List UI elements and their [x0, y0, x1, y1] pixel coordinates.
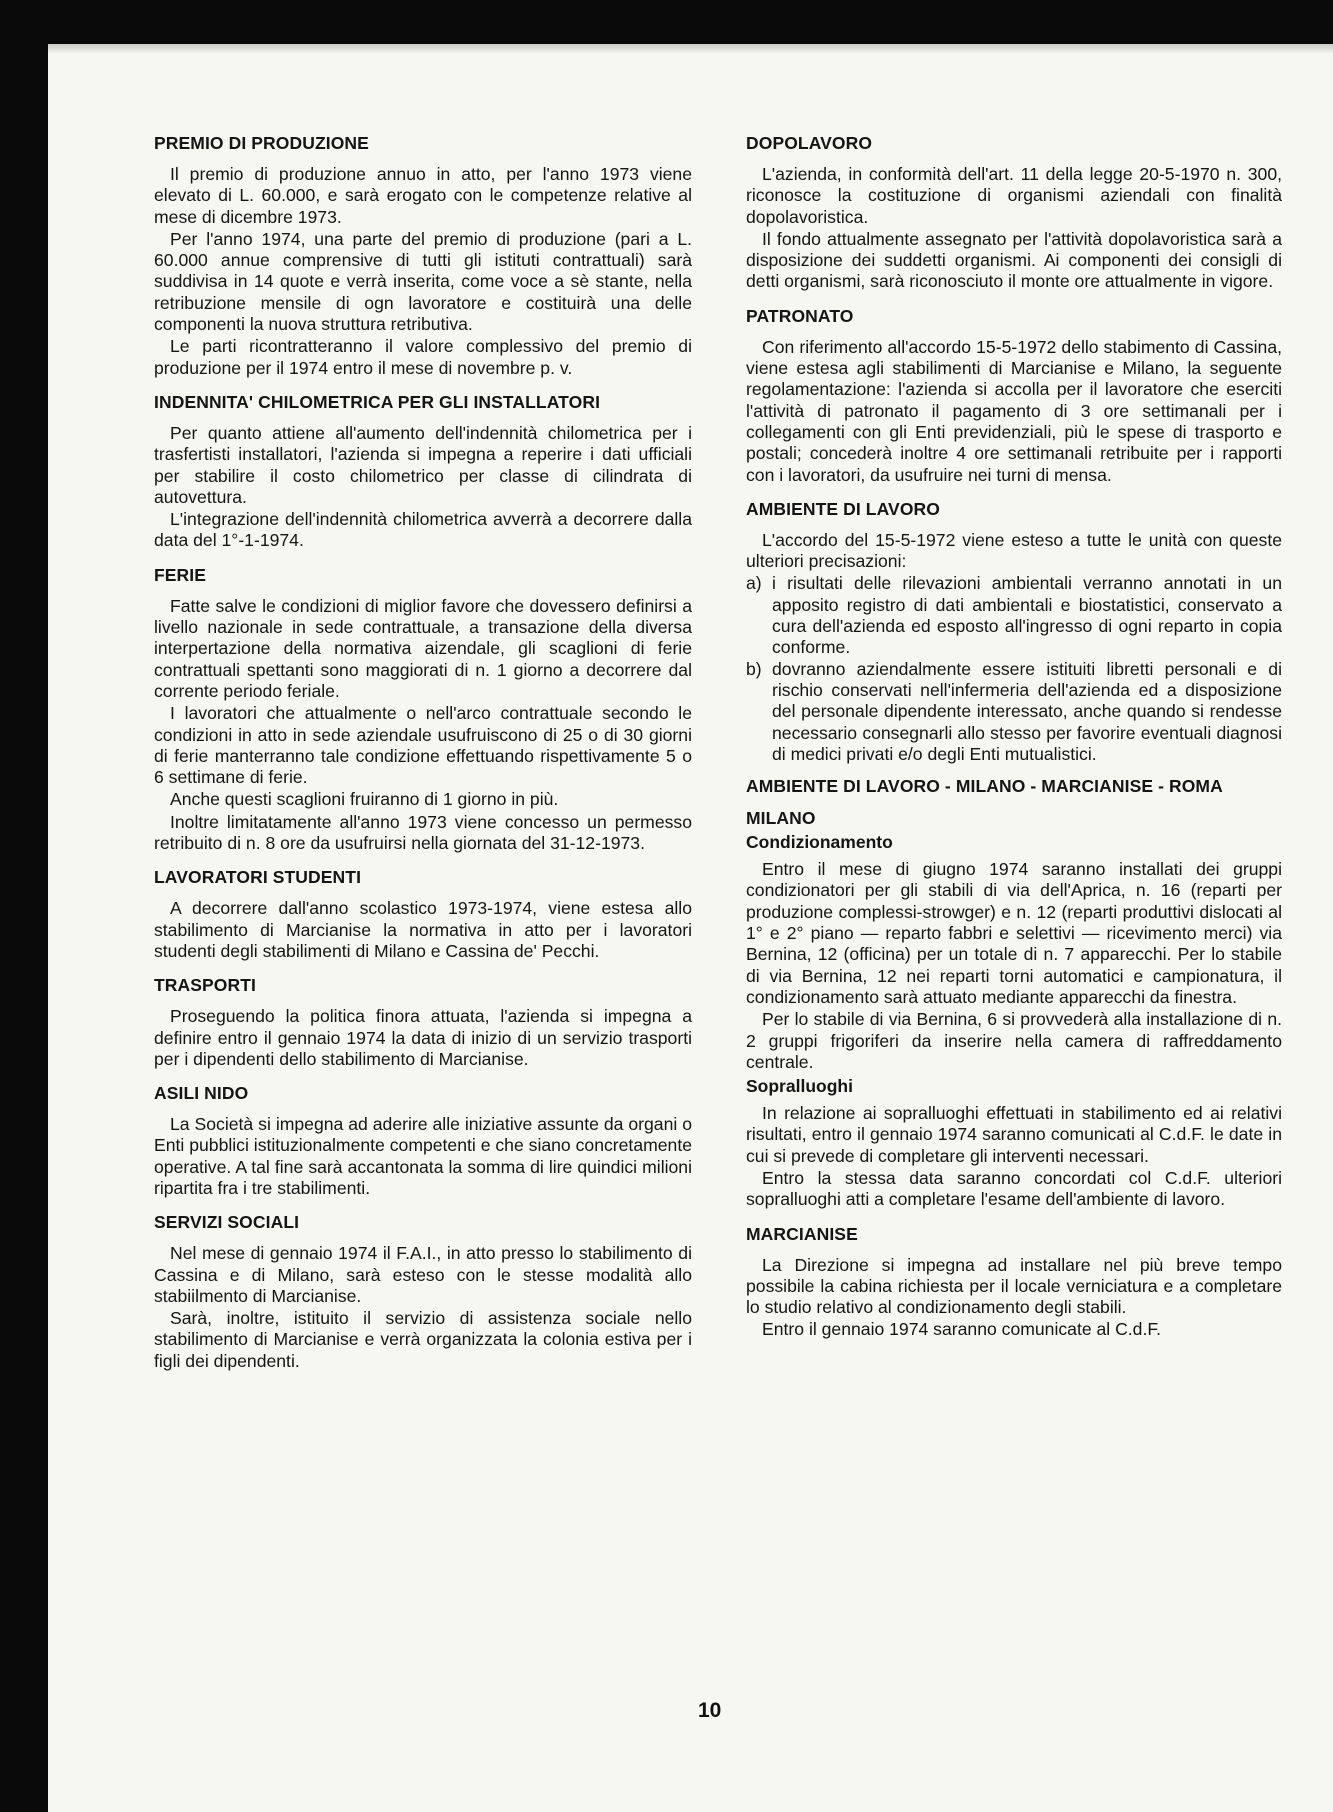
- section-heading-servizi-sociali: SERVIZI SOCIALI: [154, 1212, 300, 1233]
- section-heading-ferie: FERIE: [154, 564, 207, 585]
- paragraph: Le parti ricontratteranno il valore complessivo del premio di produzione per il 1974 entro il mese di novembre p. v.: [154, 336, 692, 378]
- right-column: [746, 132, 1282, 1342]
- paragraph: Per quanto attiene all'aumento dell'indennità chilometrica per i trasfertisti installatori, l'azienda si impegna a reperire i dati ufficiali per stabilire il costo chilometrico per classe di cilindrata di autovettura.: [154, 422, 692, 507]
- list-item: [746, 573, 1282, 658]
- section-heading-dopolavoro: DOPOLAVORO: [746, 133, 873, 153]
- paragraph: Per l'anno 1974, una parte del premio di produzione (pari a L. 60.000 annue comprensive di tutti gli istituti contrattuali) sarà suddivisa in 14 quote e verrà inserita, come voce a sè stante, nella retribuzione mensile di ogn lavoratore e costituirà una delle componenti la nuova struttura retributiva.: [154, 228, 692, 335]
- paragraph: Anche questi scaglioni fruiranno di 1 giorno in più.: [170, 789, 559, 810]
- paragraph: Inoltre limitatamente all'anno 1973 viene concesso un permesso retribuito di n. 8 ore da usufruirsi nella giornata del 31-12-1973.: [154, 811, 692, 854]
- section-heading-lavoratori-studenti: LAVORATORI STUDENTI: [154, 867, 362, 888]
- paragraph: In relazione ai sopralluoghi effettuati in stabilimento ed ai relativi risultati, entro il gennaio 1974 saranno comunicati al C.d.F. le date in cui si prevede di completare gli interventi necessari.: [746, 1103, 1282, 1166]
- paragraph: Nel mese di gennaio 1974 il F.A.I., in atto presso lo stabilimento di Cassina e di Milano, sarà esteso con le stesse modalità allo stabiilmento di Marcianise.: [154, 1243, 692, 1306]
- section-heading-ambiente: AMBIENTE DI LAVORO: [746, 498, 940, 519]
- list-item-text: dovranno aziendalmente essere istituiti libretti personali e di rischio conservati nell'infermeria dell'azienda ed a disposizione del personale dipendente interessato, anche quando si rendesse necessario consegnarli allo stesso per favorire eventuali diagnosi di medici privati e/o degli Enti mutualistici.: [772, 658, 1282, 764]
- section-heading-ambiente-sedi: AMBIENTE DI LAVORO - MILANO - MARCIANISE - ROMA: [746, 776, 1223, 797]
- paragraph: Entro il mese di giugno 1974 saranno installati dei gruppi condizionatori per gli stabili di via dell'Aprica, n. 16 (reparti per produzione complessi-strowger) e n. 12 (reparti produttivi dislocati al 1° e 2° piano — reparto fabbri e selettivi — ricevimento merci) via Bernina, 12 (officina) per un totale di n. 7 apparecchi. Per lo stabile di via Bernina, 12 nei reparti torni automatici e campionatura, il condizionamento sarà attuato mediante apparecchi da finestra.: [746, 859, 1282, 1007]
- paragraph: Per lo stabile di via Bernina, 6 si provvederà alla installazione di n. 2 gruppi frigoriferi da inserire nella camera di raffreddamento centrale.: [746, 1009, 1282, 1072]
- paragraph: A decorrere dall'anno scolastico 1973-1974, viene estesa allo stabilimento di Marcianise la normativa in atto per i lavoratori studenti degli stabilimenti di Milano e Cassina de' Pecchi.: [154, 898, 692, 961]
- section-heading-indennita: INDENNITA' CHILOMETRICA PER GLI INSTALLATORI: [154, 391, 601, 412]
- section-heading-asili-nido: ASILI NIDO: [154, 1083, 249, 1104]
- section-heading-marcianise: MARCIANISE: [746, 1223, 858, 1244]
- paragraph: Sarà, inoltre, istituito il servizio di assistenza sociale nello stabilimento di Marcianise e verrà organizzata la colonia estiva per i figli dei dipendenti.: [154, 1308, 692, 1371]
- scan-edge: [48, 44, 1333, 54]
- paragraph: Fatte salve le condizioni di miglior favore che dovessero definirsi a livello nazionale in sede contrattuale, a transazione della diversa interpertazione della normativa aizendale, gli scaglioni di ferie contrattuali spettanti sono maggiorati di n. 1 giorno a decorrere dal corrente periodo feriale.: [154, 595, 692, 701]
- page-number: 10: [698, 1699, 722, 1722]
- paragraph: Proseguendo la politica finora attuata, l'azienda si impegna a definire entro il gennaio 1974 la data di inizio di un servizio trasporti per i dipendenti dello stabilimento di Marcianise.: [154, 1006, 692, 1069]
- document-page: [48, 44, 1333, 1812]
- paragraph: Il premio di produzione annuo in atto, per l'anno 1973 viene elevato di L. 60.000, e sarà erogato con le competenze relative al mese di dicembre 1973.: [154, 164, 692, 227]
- paragraph: Entro il gennaio 1974 saranno comunicate al C.d.F.: [762, 1319, 1162, 1340]
- paragraph: Entro la stessa data saranno concordati col C.d.F. ulteriori sopralluoghi atti a completare l'esame dell'ambiente di lavoro.: [746, 1167, 1282, 1210]
- list-item: [746, 659, 1282, 765]
- paragraph: Il fondo attualmente assegnato per l'attività dopolavoristica sarà a disposizione dei suddetti organismi. Ai componenti dei consigli di detti organismi, sarà riconosciuto il monte ore attualmente in vigore.: [746, 228, 1282, 292]
- paragraph: L'accordo del 15-5-1972 viene esteso a tutte le unità con queste ulteriori precisazioni:: [746, 529, 1282, 572]
- section-heading-premio: PREMIO DI PRODUZIONE: [154, 133, 369, 153]
- section-heading-trasporti: TRASPORTI: [154, 975, 257, 996]
- paragraph: I lavoratori che attualmente o nell'arco contrattuale secondo le condizioni in atto in sede aziendale usufruiscono di 25 o di 30 giorni di ferie manterranno tale condizione effettuando rispettivamente 5 o 6 settimane di ferie.: [154, 703, 692, 788]
- list-item-text: i risultati delle rilevazioni ambientali verranno annotati in un apposito registro di dati ambientali e biostatistici, conservato a cura dell'azienda ed esposto all'ingresso di ogni reparto in copia conforme.: [772, 573, 1282, 658]
- paragraph: La Società si impegna ad aderire alle iniziative assunte da organi o Enti pubblici istituzionalmente competenti e che siano concretamente operative. A tal fine sarà accantonata la somma di lire quindici milioni ripartita fra i tre stabilimenti.: [154, 1114, 692, 1198]
- paragraph: L'azienda, in conformità dell'art. 11 della legge 20-5-1970 n. 300, riconosce la costituzione di organismi aziendali con finalità dopolavoristica.: [746, 164, 1282, 227]
- paragraph: L'integrazione dell'indennità chilometrica avverrà a decorrere dalla data del 1°-1-1974.: [154, 509, 692, 551]
- list-marker: a): [746, 573, 762, 594]
- paragraph: La Direzione si impegna ad installare nel più breve tempo possibile la cabina richiesta per il locale verniciatura e a completare lo studio relativo al condizionamento degli stabili.: [746, 1254, 1282, 1318]
- subheading-condizionamento: Condizionamento: [746, 832, 893, 853]
- precisazioni-list: [746, 573, 1282, 765]
- list-marker: b): [746, 658, 762, 679]
- paragraph: Con riferimento all'accordo 15-5-1972 dello stabimento di Cassina, viene estesa agli stabilimenti di Marcianise e Milano, la seguente regolamentazione: l'azienda si accolla per il lavoratore che eserciti l'attività di patronato il pagamento di 3 ore settimanali per i collegamenti con gli Enti previdenziali, più le spese di trasporto e postali; concederà inoltre 4 ore settimanali retribuite per i rapporti con i lavoratori, da usufruire nei turni di mensa.: [746, 336, 1282, 485]
- section-heading-patronato: PATRONATO: [746, 305, 854, 326]
- subheading-sopralluoghi: Sopralluoghi: [746, 1076, 853, 1097]
- left-column: [154, 132, 692, 1373]
- section-heading-milano: MILANO: [746, 808, 816, 829]
